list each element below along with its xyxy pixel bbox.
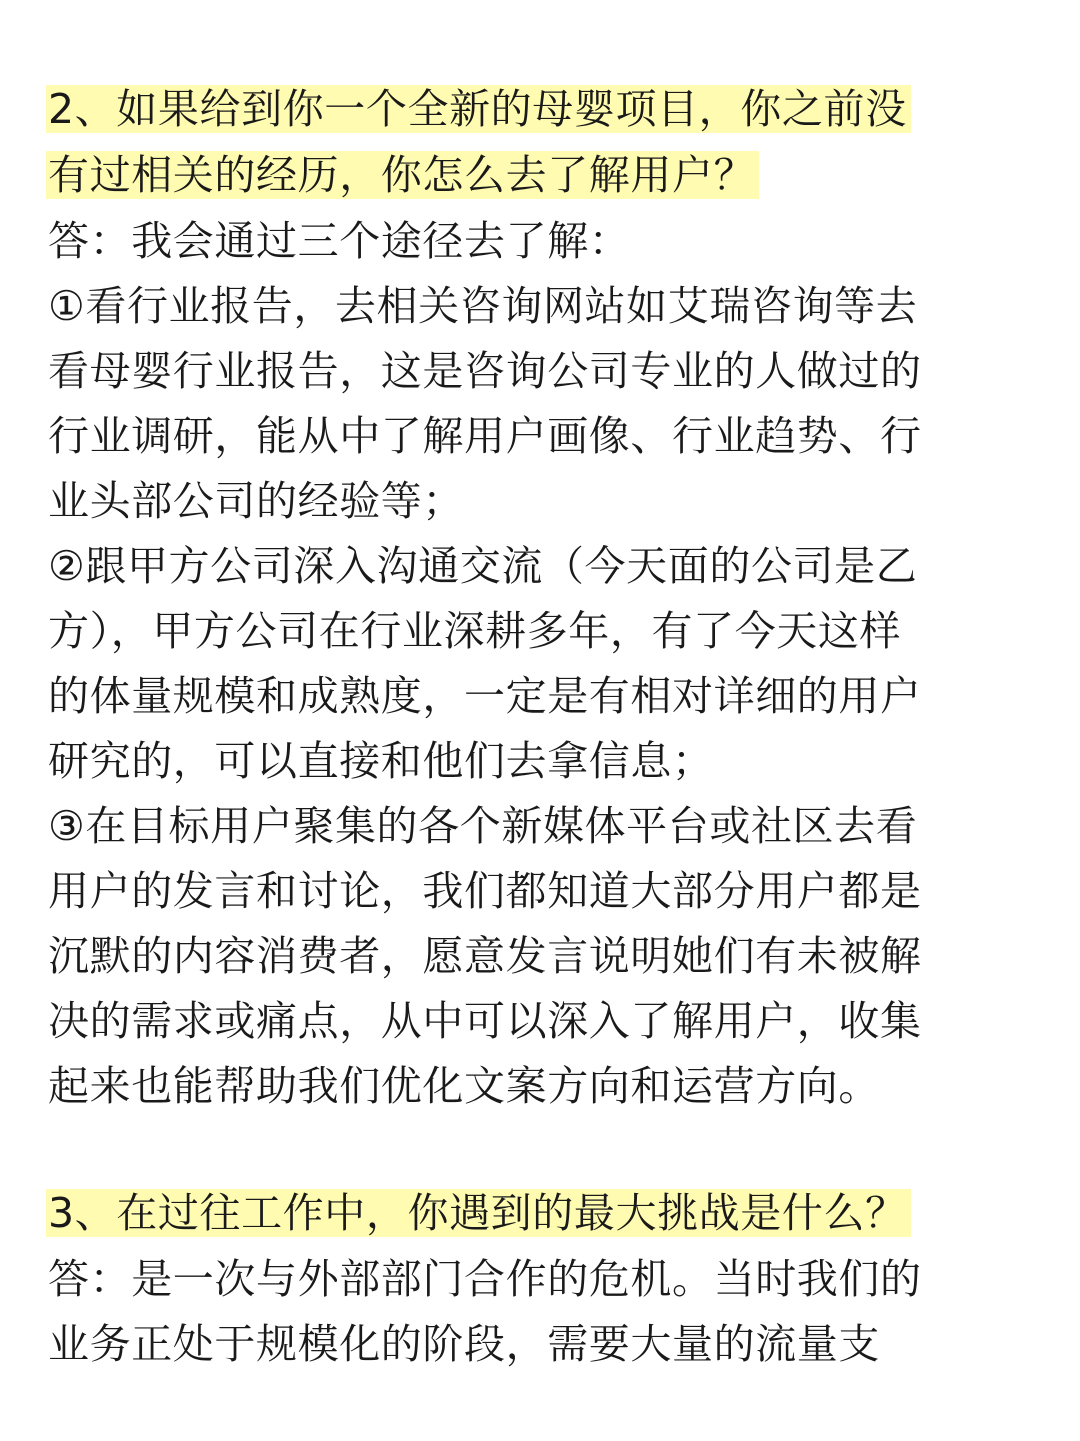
- q2-answer-line: 起来也能帮助我们优化文案方向和运营方向。: [48, 1062, 880, 1110]
- q2-answer-line: 看母婴行业报告，这是咨询公司专业的人做过的: [48, 347, 922, 395]
- q2-answer-line: 研究的，可以直接和他们去拿信息；: [48, 737, 714, 785]
- q2-answer-line: ①看行业报告，去相关咨询网站如艾瑞咨询等去: [48, 282, 918, 330]
- q2-answer-line: 用户的发言和讨论，我们都知道大部分用户都是: [48, 867, 922, 915]
- q2-answer-line: 沉默的内容消费者，愿意发言说明她们有未被解: [48, 932, 922, 980]
- q2-answer-line: 业头部公司的经验等；: [48, 477, 464, 525]
- q3-question-line-1: [48, 1180, 911, 1246]
- q3-answer-line: 答：是一次与外部部门合作的危机。当时我们的: [48, 1255, 922, 1303]
- q2-question-line-1: [48, 76, 911, 142]
- q2-answer-line: 行业调研，能从中了解用户画像、行业趋势、行: [48, 412, 922, 460]
- q2-answer-line: 方），甲方公司在行业深耕多年，有了今天这样: [48, 607, 902, 655]
- q2-answer-line: 答：我会通过三个途径去了解：: [48, 217, 631, 265]
- q2-question-highlight-2: 有过相关的经历，你怎么去了解用户？: [46, 151, 759, 199]
- q2-answer-line: ②跟甲方公司深入沟通交流（今天面的公司是乙: [48, 542, 918, 590]
- q3-answer-line: 业务正处于规模化的阶段，需要大量的流量支: [48, 1320, 880, 1368]
- q2-answer-line: 决的需求或痛点，从中可以深入了解用户，收集: [48, 997, 922, 1045]
- q3-question-highlight-1: 3、在过往工作中，你遇到的最大挑战是什么？: [46, 1189, 911, 1237]
- q2-answer-line: 的体量规模和成熟度，一定是有相对详细的用户: [48, 672, 922, 720]
- q2-question-line-2: [48, 142, 759, 208]
- q2-question-highlight-1: 2、如果给到你一个全新的母婴项目，你之前没: [46, 85, 911, 133]
- q2-answer-line: ③在目标用户聚集的各个新媒体平台或社区去看: [48, 802, 918, 850]
